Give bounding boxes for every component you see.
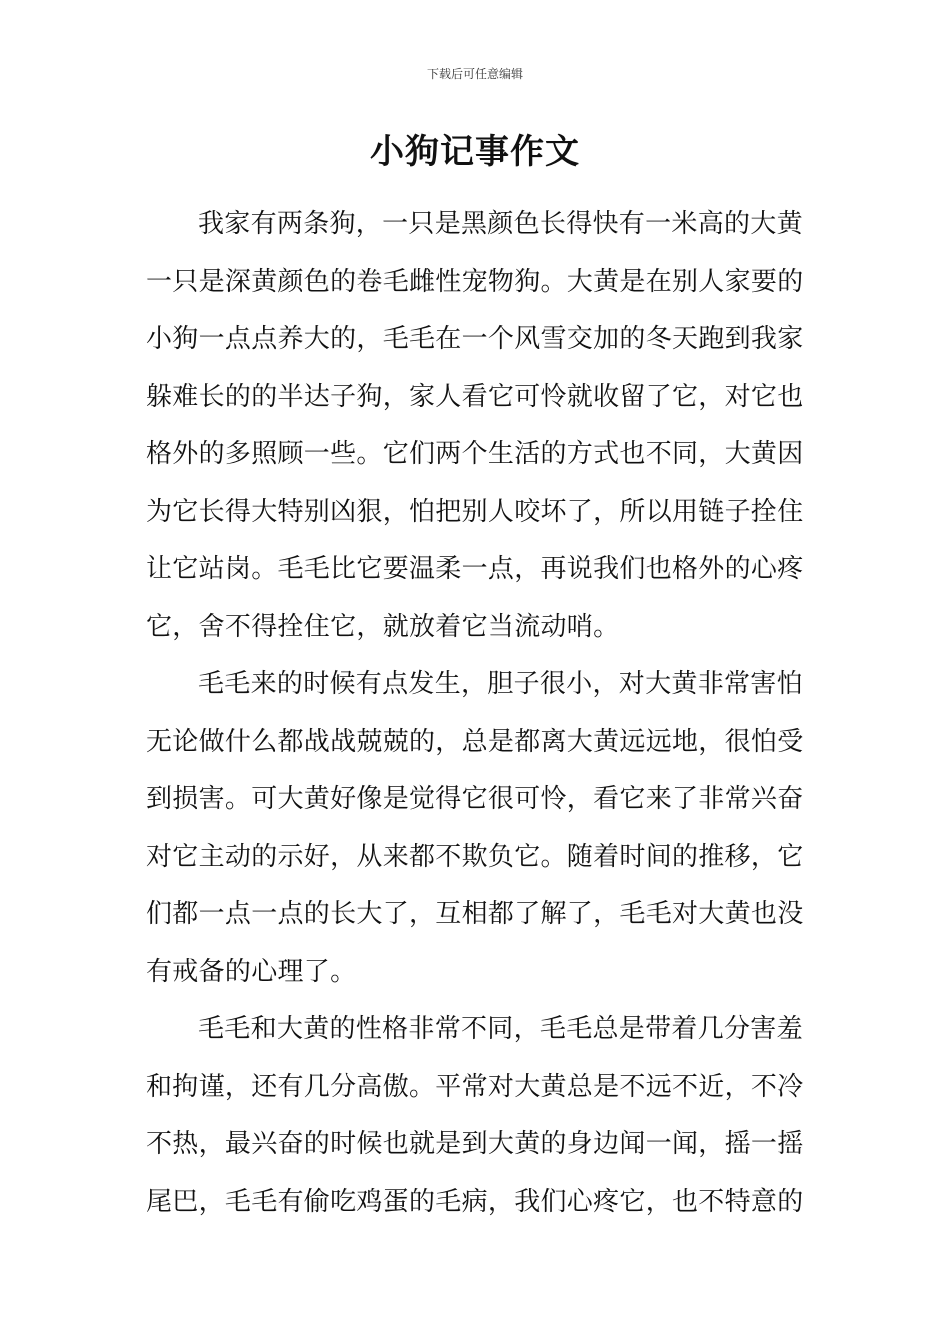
text-line: 让它站岗。毛毛比它要温柔一点，再说我们也格外的心疼: [146, 554, 804, 584]
text-line: 格外的多照顾一些。它们两个生活的方式也不同，大黄因: [146, 439, 804, 469]
paragraph: [146, 196, 808, 656]
header-note: 下载后可任意编辑: [426, 67, 523, 81]
text-line: 躲难长的的半达子狗，家人看它可怜就收留了它，对它也: [146, 381, 804, 412]
text-line: 到损害。可大黄好像是觉得它很可怜，看它来了非常兴奋: [146, 784, 804, 814]
text-line: 们都一点一点的长大了，互相都了解了，毛毛对大黄也没: [146, 899, 804, 929]
text-line: 尾巴，毛毛有偷吃鸡蛋的毛病，我们心疼它，也不特意的: [146, 1186, 804, 1217]
text-line: 小狗一点点养大的，毛毛在一个风雪交加的冬天跑到我家: [146, 324, 804, 354]
text-line: 它，舍不得拴住它，就放着它当流动哨。: [146, 611, 620, 642]
text-line: 毛毛和大黄的性格非常不同，毛毛总是带着几分害羞: [198, 1014, 803, 1044]
text-line: 不热，最兴奋的时候也就是到大黄的身边闻一闻，摇一摇: [146, 1129, 804, 1159]
text-line: 我家有两条狗，一只是黑颜色长得快有一米高的大黄: [198, 209, 803, 239]
document-body: [146, 196, 808, 1231]
text-line: 有戒备的心理了。: [146, 956, 357, 987]
document-title: 小狗记事作文: [370, 132, 580, 172]
paragraph: [146, 656, 808, 1001]
text-line: 对它主动的示好，从来都不欺负它。随着时间的推移，它: [146, 841, 804, 872]
text-line: 毛毛来的时候有点发生，胆子很小，对大黄非常害怕: [198, 669, 803, 699]
text-line: 一只是深黄颜色的卷毛雌性宠物狗。大黄是在别人家要的: [146, 266, 804, 297]
text-line: 无论做什么都战战兢兢的，总是都离大黄远远地，很怕受: [146, 726, 804, 757]
paragraph: [146, 1001, 808, 1231]
text-line: 为它长得大特别凶狠，怕把别人咬坏了，所以用链子拴住: [146, 496, 804, 527]
text-line: 和拘谨，还有几分高傲。平常对大黄总是不远不近，不冷: [146, 1071, 804, 1102]
